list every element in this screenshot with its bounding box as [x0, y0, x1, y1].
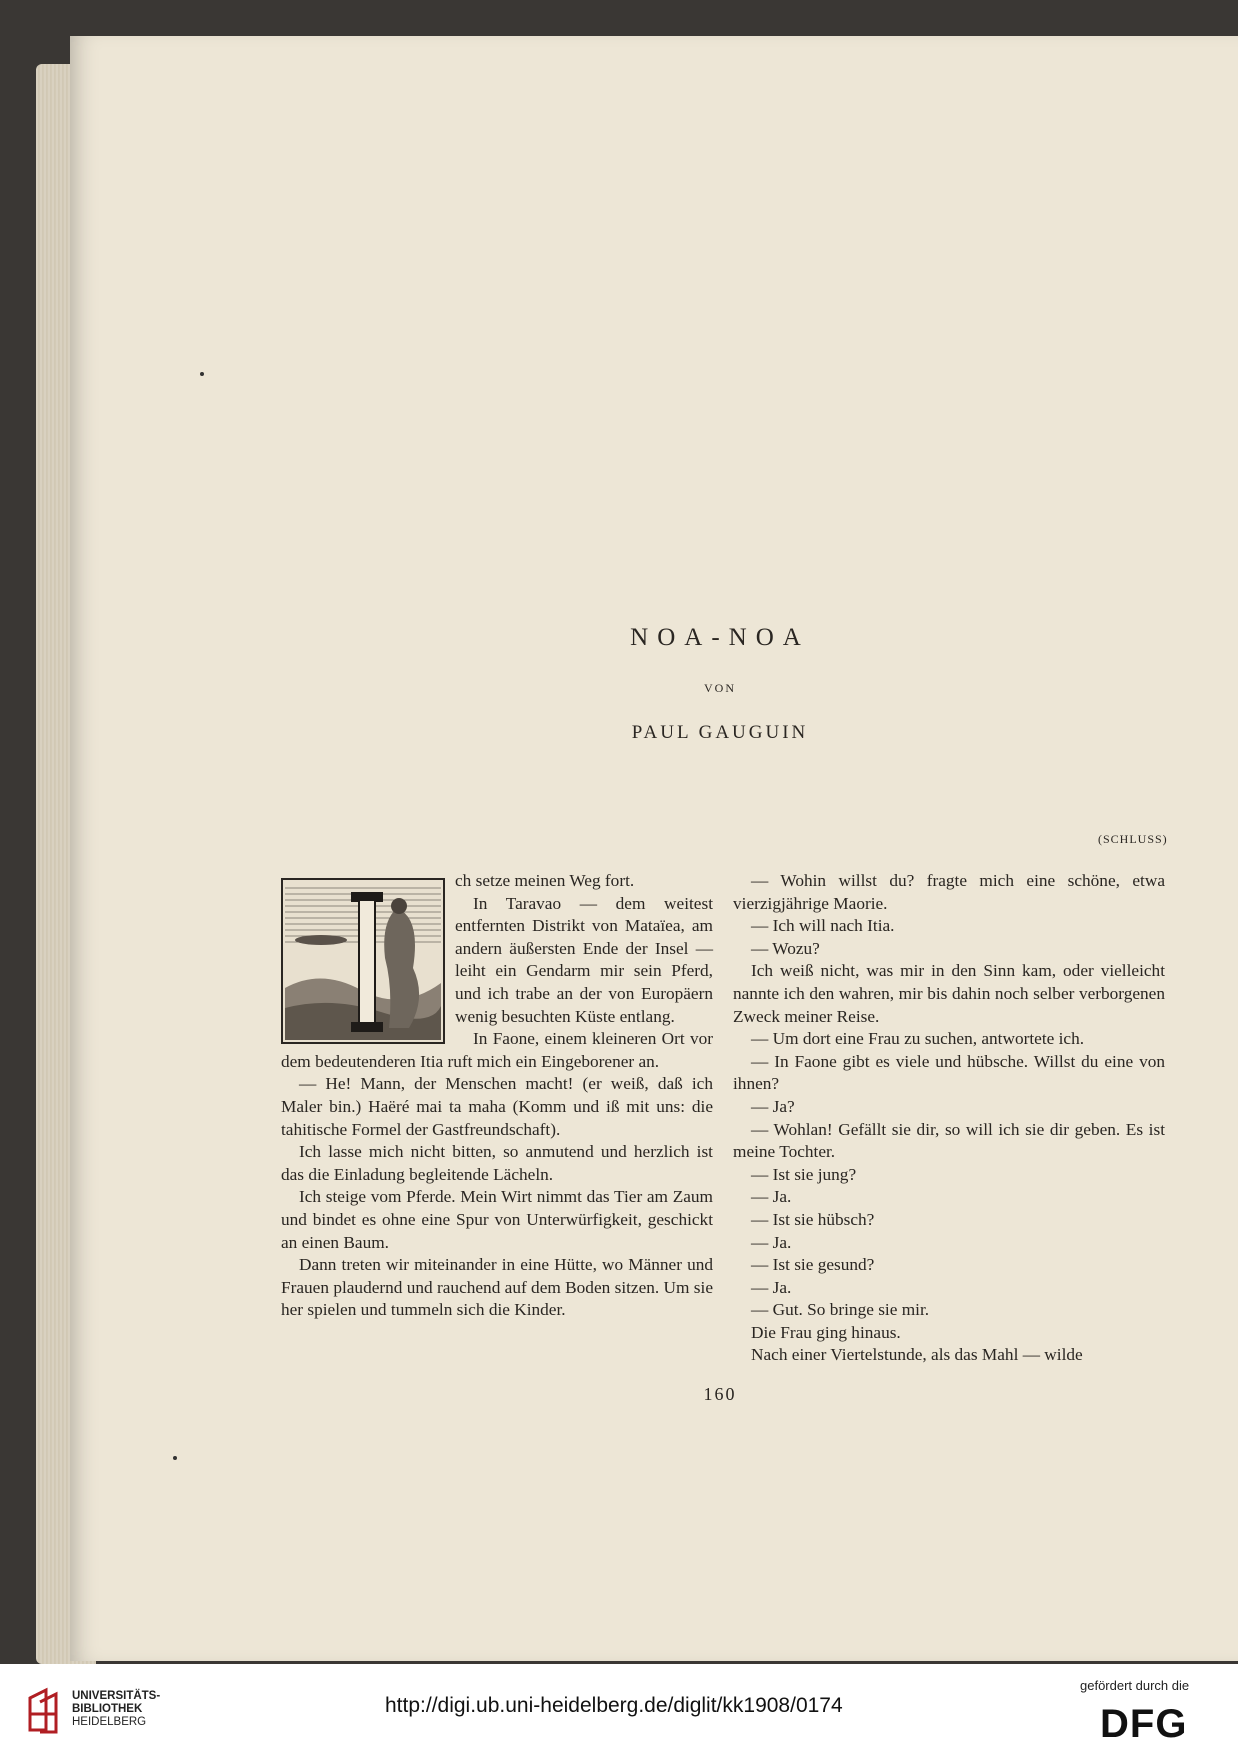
- conclusion-label: (SCHLUSS): [1098, 832, 1168, 846]
- viewer-footer: [0, 1664, 1238, 1753]
- paragraph: — Gut. So bringe sie mir.: [751, 1300, 930, 1320]
- institution-name[interactable]: UNIVERSITÄTS- BIBLIOTHEK HEIDELBERG: [72, 1690, 161, 1728]
- paragraph: — Ja.: [751, 1277, 792, 1297]
- paragraph: Nach einer Viertelstunde, als das Mahl — wilde: [751, 1345, 1083, 1365]
- paragraph: In Faone, einem kleineren Ort vor dem bedeutenderen Itia ruft mich ein Eingeborener an.: [281, 1029, 713, 1071]
- paragraph: — Ja?: [751, 1096, 795, 1116]
- paragraph: Ich steige vom Pferde. Mein Wirt nimmt das Tier am Zaum und bindet es ohne eine Spur von Unterwürfigkeit, geschickt an einen Baum.: [281, 1187, 713, 1252]
- paragraph: — In Faone gibt es viele und hübsche. Willst du eine von ihnen?: [733, 1051, 1165, 1094]
- print-speck: [200, 372, 204, 376]
- paragraph: ch setze meinen Weg fort.: [455, 871, 635, 890]
- funding-label: gefördert durch die: [1080, 1678, 1190, 1693]
- paragraph: — Ist sie jung?: [751, 1164, 857, 1184]
- ornamental-initial-i-icon: [281, 878, 445, 1044]
- paragraph: — Wohlan! Gefällt sie dir, so will ich sie dir geben. Es ist meine Tochter.: [733, 1119, 1165, 1162]
- paragraph: — Um dort eine Frau zu suchen, antwortete ich.: [751, 1029, 1085, 1049]
- paragraph: — Ich will nach Itia.: [751, 916, 895, 936]
- left-text-column: [281, 870, 713, 1322]
- article-title: NOA-NOA: [630, 624, 810, 651]
- right-text-column: [733, 870, 1165, 1367]
- dfg-logo-icon[interactable]: DFG: [1100, 1702, 1188, 1746]
- author-name: PAUL GAUGUIN: [631, 722, 809, 743]
- paragraph: Die Frau ging hinaus.: [751, 1322, 901, 1342]
- byline-von: VON: [704, 681, 736, 695]
- paragraph: Ich lasse mich nicht bitten, so anmutend und herzlich ist das die Einladung begleitende Lächeln.: [281, 1142, 713, 1184]
- paragraph: — Ja.: [751, 1232, 792, 1252]
- paragraph: — He! Mann, der Menschen macht! (er weiß, daß ich Maler bin.) Haëré mai ta maha (Komm und iß mit uns: die tahitische Formel der Gastfreundschaft).: [281, 1074, 713, 1139]
- paragraph: — Ist sie gesund?: [751, 1255, 875, 1275]
- paragraph: — Wohin willst du? fragte mich eine schöne, etwa vierzigjährige Maorie.: [733, 871, 1165, 913]
- university-library-logo-icon[interactable]: [26, 1686, 64, 1734]
- paragraph: — Ist sie hübsch?: [751, 1209, 875, 1229]
- paragraph: — Wozu?: [751, 938, 820, 958]
- permalink-url[interactable]: http://digi.ub.uni-heidelberg.de/diglit/kk1908/0174: [385, 1694, 843, 1717]
- print-speck: [173, 1456, 177, 1460]
- paragraph: Dann treten wir miteinander in eine Hütte, wo Männer und Frauen plaudernd und rauchend auf dem Boden sitzen. Um sie her spielen und tummeln sich die Kinder.: [281, 1255, 713, 1320]
- paragraph: In Taravao — dem weitest entfernten Distrikt von Mataïea, am andern äußersten Ende der Insel — leiht ein Gendarm mir sein Pferd, und ich trabe an der von Europäern wenig besuchten Küste entlang.: [455, 893, 713, 1026]
- page-number: 160: [703, 1384, 737, 1404]
- paragraph: Ich weiß nicht, was mir in den Sinn kam, oder vielleicht nannte ich den wahren, mir bis dahin noch selber verborgenen Zweck meiner Reise.: [733, 961, 1165, 1026]
- book-page: [70, 36, 1238, 1661]
- paragraph: — Ja.: [751, 1187, 792, 1207]
